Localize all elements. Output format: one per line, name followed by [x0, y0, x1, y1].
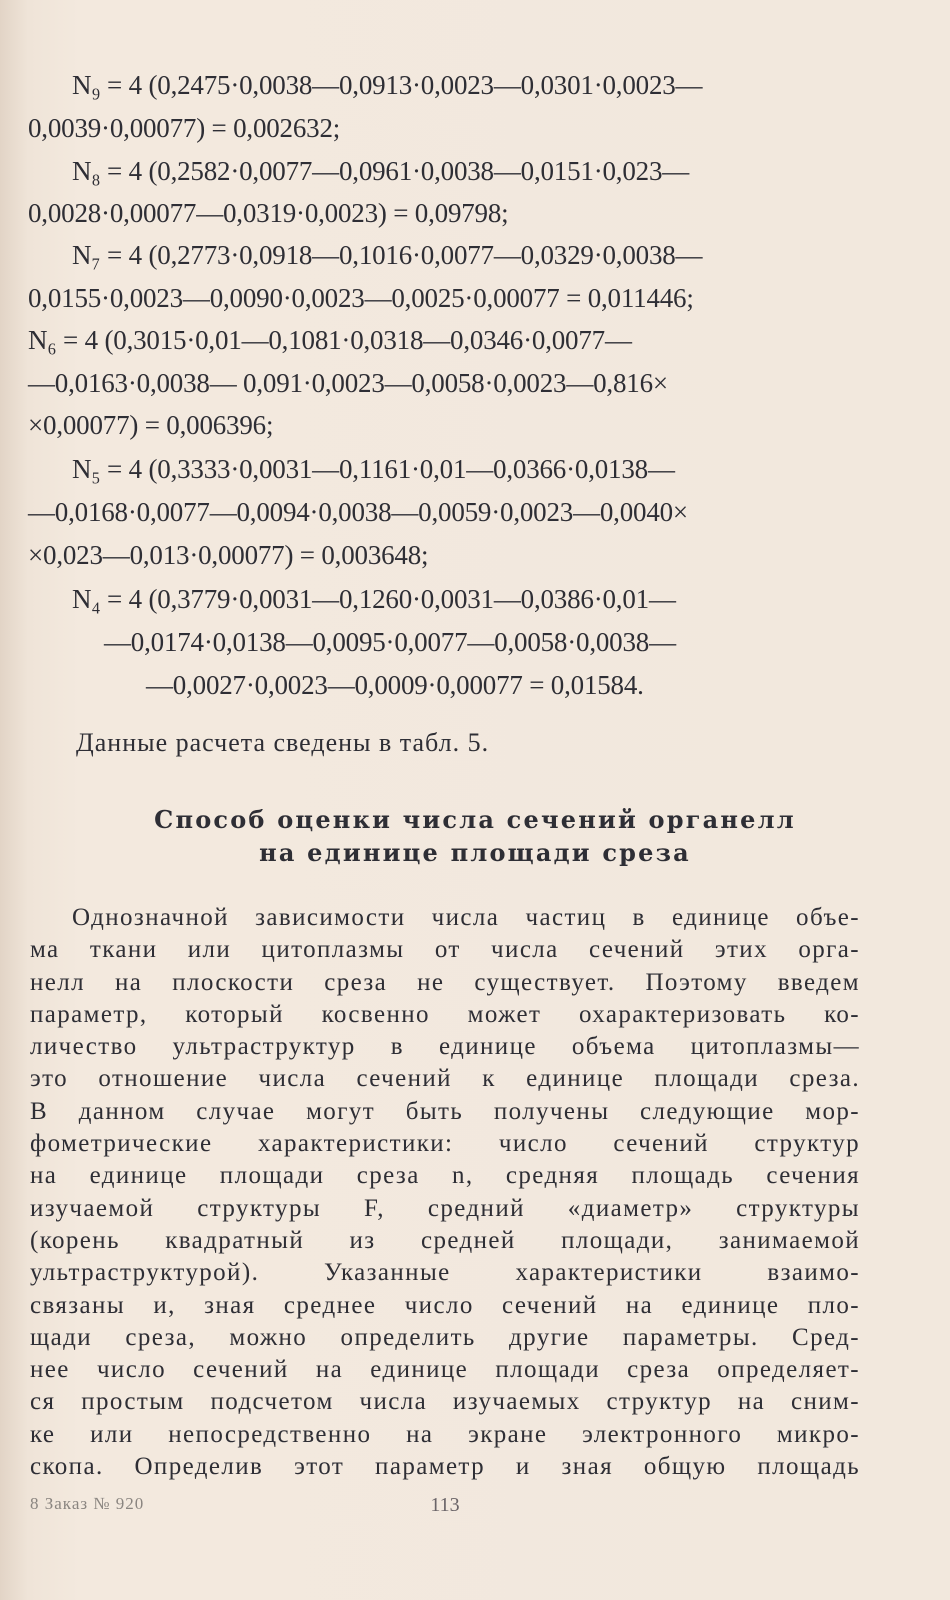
equation-n9-line2: 0,0039·0,00077) = 0,002632; — [28, 113, 341, 143]
equation-n7-line1: N₇ = 4 (0,2773·0,0918—0,1016·0,0077—0,0329·0,0038— — [72, 240, 703, 270]
equation-n6-line1: N₆ = 4 (0,3015·0,01—0,1081·0,0318—0,0346·0,0077— — [28, 325, 632, 355]
equation-n8-line1: N₈ = 4 (0,2582·0,0077—0,0961·0,0038—0,0151·0,023— — [72, 156, 690, 186]
equation-n4-line2: —0,0174·0,0138—0,0095·0,0077—0,0058·0,0038— — [104, 627, 676, 657]
paragraph-line: фометрические характеристики: число сечений структур — [30, 1130, 860, 1158]
equation-n4-line1: N₄ = 4 (0,3779·0,0031—0,1260·0,0031—0,0386·0,01— — [72, 584, 676, 614]
paragraph-line: Однозначной зависимости числа частиц в единице объе- — [72, 904, 860, 931]
paragraph-line: (корень квадратный из средней площади, занимаемой — [30, 1226, 860, 1254]
paragraph-line: ма ткани или цитоплазмы от числа сечений этих орга- — [30, 936, 860, 964]
paragraph-line: ке или непосредственно на экране электронного микро- — [30, 1420, 860, 1448]
paragraph-line: нелл на плоскости среза не существует. Поэтому введем — [30, 968, 860, 996]
paragraph-line: ультраструктурой). Указанные характеристики взаимо- — [30, 1259, 860, 1287]
equation-n5-line1: N₅ = 4 (0,3333·0,0031—0,1161·0,01—0,0366·0,0138— — [72, 454, 675, 484]
paragraph-line: на единице площади среза n, средняя площадь сечения — [30, 1162, 860, 1190]
paragraph-line: скопа. Определив этот параметр и зная общую площадь — [30, 1453, 860, 1481]
paragraph-line: это отношение числа сечений к единице площади среза. — [30, 1065, 860, 1093]
paragraph-line: изучаемой структуры F, средний «диаметр» структуры — [30, 1194, 860, 1222]
equation-n9-line1: N₉ = 4 (0,2475·0,0038—0,0913·0,0023—0,0301·0,0023— — [72, 70, 703, 100]
equation-n6-line2: —0,0163·0,0038— 0,091·0,0023—0,0058·0,0023—0,816× — [28, 368, 668, 398]
equation-n5-line3: ×0,023—0,013·0,00077) = 0,003648; — [28, 540, 429, 570]
paragraph-line: В данном случае могут быть получены следующие мор- — [30, 1097, 860, 1125]
page-number: 113 — [430, 1494, 460, 1516]
print-order-mark: 8 Заказ № 920 — [30, 1494, 145, 1513]
equation-n5-line2: —0,0168·0,0077—0,0094·0,0038—0,0059·0,0023—0,0040× — [28, 497, 688, 527]
equation-n7-line2: 0,0155·0,0023—0,0090·0,0023—0,0025·0,00077 = 0,011446; — [28, 283, 694, 313]
paragraph-line: нее число сечений на единице площади среза определяет- — [30, 1356, 860, 1384]
body-paragraph — [30, 902, 860, 1483]
table-reference-note: Данные расчета сведены в табл. 5. — [76, 728, 490, 757]
paragraph-line: ся простым подсчетом числа изучаемых структур на сним- — [30, 1388, 860, 1416]
paragraph-line: параметр, который косвенно может охарактеризовать ко- — [30, 1000, 860, 1028]
equation-n8-line2: 0,0028·0,00077—0,0319·0,0023) = 0,09798; — [28, 198, 509, 228]
section-title-line1: Способ оценки числа сечений органелл — [154, 805, 796, 834]
section-title-line2: на единице площади среза — [259, 838, 691, 867]
paragraph-line: личество ультраструктур в единице объема цитоплазмы— — [30, 1033, 860, 1061]
paragraph-line: щади среза, можно определить другие параметры. Сред- — [30, 1323, 860, 1351]
equation-n6-line3: ×0,00077) = 0,006396; — [28, 410, 274, 440]
equation-n4-line3: —0,0027·0,0023—0,0009·0,00077 = 0,01584. — [146, 670, 644, 700]
paragraph-line: связаны и, зная среднее число сечений на единице пло- — [30, 1291, 860, 1319]
